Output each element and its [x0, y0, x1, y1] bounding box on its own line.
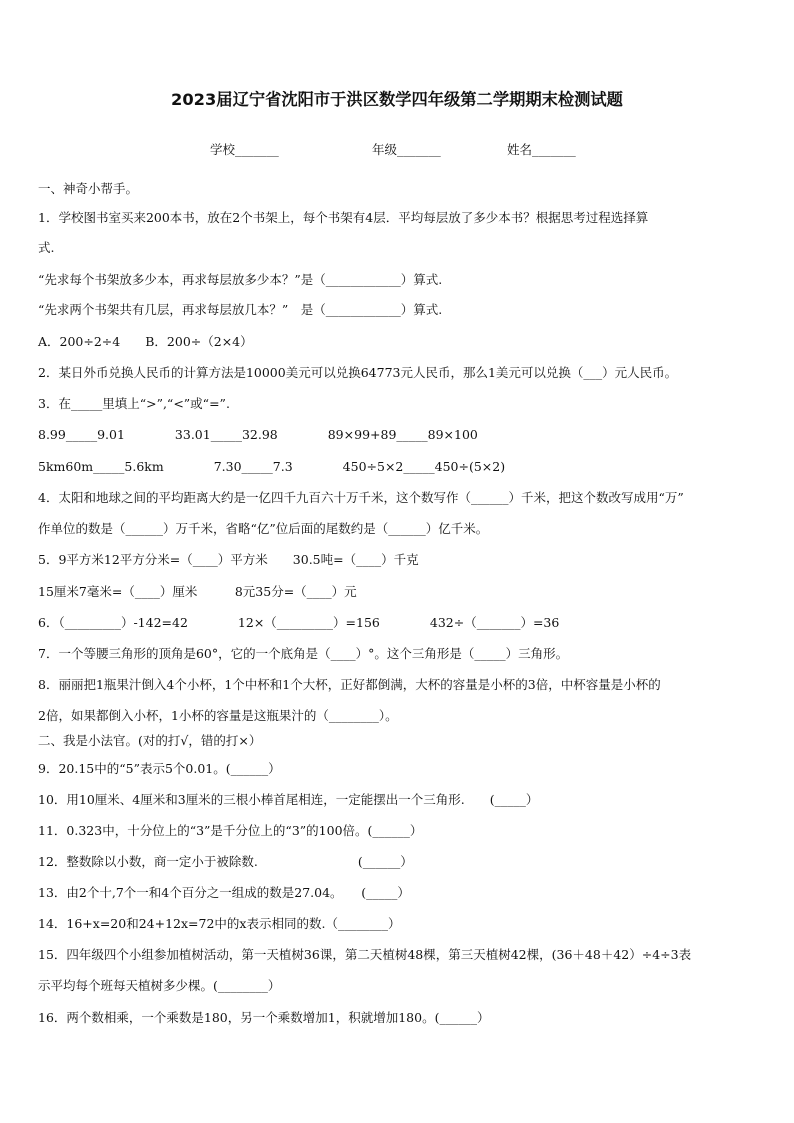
question-4-line-1: 4．太阳和地球之间的平均距离大约是一亿四千九百六十万千米，这个数写作（______）千米，把这个数改写成用“万”	[38, 490, 684, 505]
school-field: 学校_______	[210, 142, 279, 157]
question-4-line-2: 作单位的数是（______）万千米，省略“亿”位后面的尾数约是（______）亿千米。	[38, 521, 489, 536]
question-12: 12．整数除以小数，商一定小于被除数. (______）	[38, 854, 413, 869]
question-3-row-1: 8.99_____9.01 33.01_____32.98 89×99+89_____89×100	[38, 427, 478, 442]
name-field: 姓名_______	[507, 142, 576, 157]
question-3-row-2: 5km60m_____5.6km 7.30_____7.3 450÷5×2_____450÷(5×2)	[38, 459, 506, 474]
question-1-options: A．200÷2÷4 B．200÷（2×4）	[38, 334, 253, 349]
question-1-line-2: 式.	[38, 240, 55, 255]
question-16: 16．两个数相乘，一个乘数是180，另一个乘数增加1，积就增加180。(______）	[38, 1010, 490, 1025]
question-13: 13．由2个十,7个一和4个百分之一组成的数是27.04。 (_____）	[38, 885, 410, 900]
section-heading-2: 二、我是小法官。(对的打√，错的打×）	[38, 733, 262, 748]
page-title: 2023届辽宁省沈阳市于洪区数学四年级第二学期期末检测试题	[171, 90, 623, 109]
question-15-line-1: 15．四年级四个小组参加植树活动，第一天植树36课，第二天植树48棵，第三天植树42棵，(36＋48＋42）÷4÷3表	[38, 947, 692, 962]
question-10: 10．用10厘米、4厘米和3厘米的三根小棒首尾相连，一定能摆出一个三角形. (_____）	[38, 792, 539, 807]
question-8-line-1: 8．丽丽把1瓶果汁倒入4个小杯，1个中杯和1个大杯，正好都倒满，大杯的容量是小杯的3倍，中杯容量是小杯的	[38, 677, 661, 692]
question-14: 14．16+x=20和24+12x=72中的x表示相同的数.（________）	[38, 916, 401, 931]
question-3: 3．在_____里填上“>”,“<”或“=”.	[38, 396, 230, 411]
question-15-line-2: 示平均每个班每天植树多少棵。(________）	[38, 978, 281, 993]
question-5-line-1: 5．9平方米12平方分米=（____）平方米 30.5吨=（____）千克	[38, 552, 419, 567]
section-heading-1: 一、神奇小帮手。	[38, 181, 139, 196]
question-8-line-2: 2倍，如果都倒入小杯，1小杯的容量是这瓶果汁的（________）。	[38, 708, 398, 723]
grade-field: 年级_______	[372, 142, 441, 157]
question-5-line-2: 15厘米7毫米=（____）厘米 8元35分=（____）元	[38, 584, 357, 599]
question-1-line-1: 1．学校图书室买来200本书，放在2个书架上，每个书架有4层．平均每层放了多少本书？根据思考过程选择算	[38, 210, 649, 225]
question-2: 2．某日外币兑换人民币的计算方法是10000美元可以兑换64773元人民币，那么1美元可以兑换（___）元人民币。	[38, 365, 678, 380]
question-1-line-4: “先求两个书架共有几层，再求每层放几本？” 是（____________）算式.	[38, 302, 443, 317]
question-11: 11．0.323中，十分位上的“3”是千分位上的“3”的100倍。(______）	[38, 823, 423, 838]
question-6: 6．（_________）-142=42 12×（_________）=156 432÷（_______）=36	[38, 615, 560, 630]
question-9: 9．20.15中的“5”表示5个0.01。(______）	[38, 761, 281, 776]
question-1-line-3: “先求每个书架放多少本，再求每层放多少本？”是（____________）算式.	[38, 272, 443, 287]
question-7: 7．一个等腰三角形的顶角是60°，它的一个底角是（____）°。这个三角形是（_____）三角形。	[38, 646, 569, 661]
